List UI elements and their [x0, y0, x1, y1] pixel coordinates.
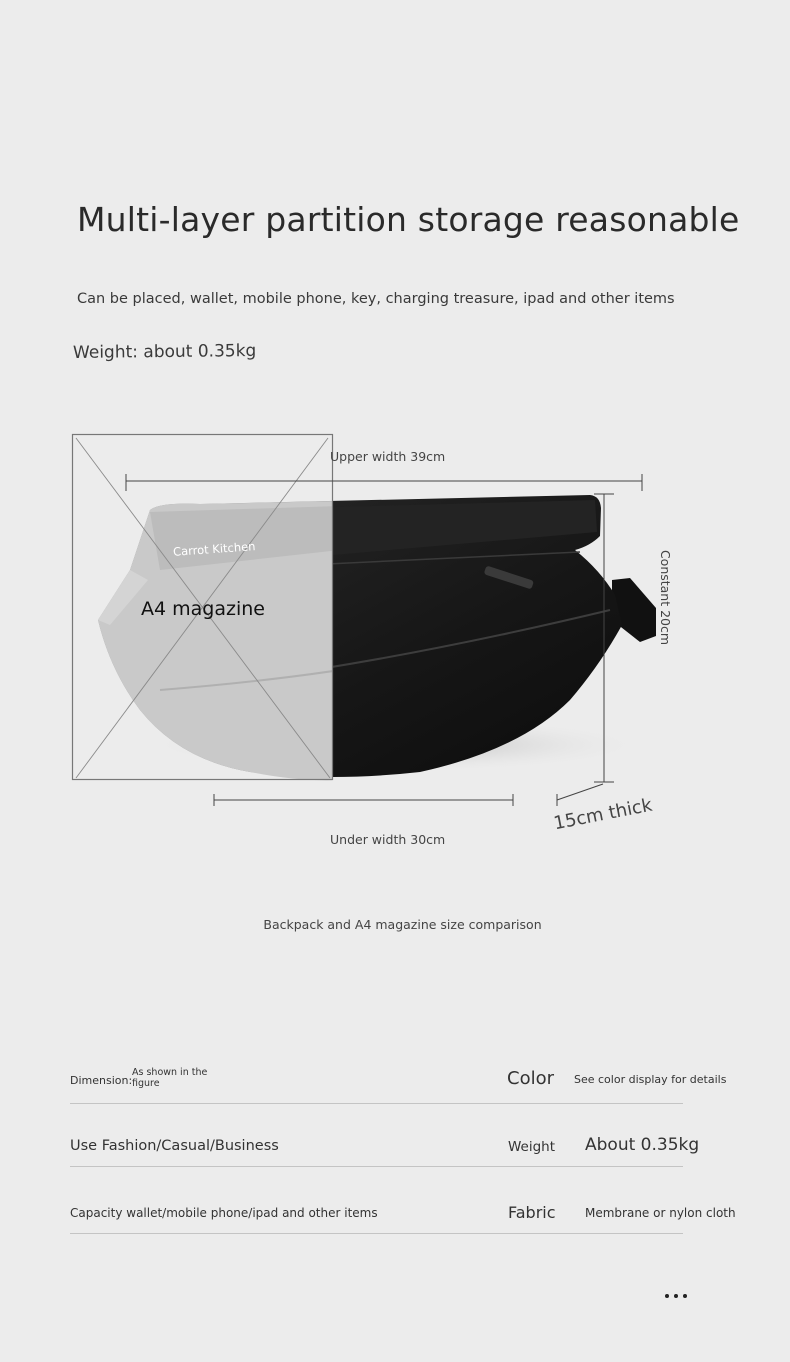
spec-divider — [70, 1103, 683, 1104]
menu-dot — [665, 1294, 669, 1298]
fabric-value: Membrane or nylon cloth — [585, 1206, 736, 1220]
bag-brand-logo: Carrot Kitchen — [172, 539, 256, 559]
upper-width-label: Upper width 39cm — [330, 449, 446, 464]
capacity-label: Capacity wallet/mobile phone/ipad and other items — [70, 1206, 378, 1220]
figure-caption: Backpack and A4 magazine size comparison — [263, 917, 542, 932]
weight-value: About 0.35kg — [585, 1135, 700, 1155]
a4-magazine-label: A4 magazine — [141, 598, 265, 620]
color-label: Color — [507, 1068, 554, 1089]
spec-divider — [70, 1233, 683, 1234]
dimension-label: Dimension: — [70, 1074, 133, 1087]
height-label: Constant 20cm — [658, 549, 674, 646]
dimension-value: As shown in the figure — [132, 1067, 208, 1089]
storage-description: Can be placed, wallet, mobile phone, key, charging treasure, ipad and other items — [77, 291, 675, 307]
thickness-label: 15cm thick — [551, 794, 654, 835]
menu-dot — [683, 1294, 687, 1298]
page-headline: Multi-layer partition storage reasonable — [77, 200, 740, 239]
spec-divider — [70, 1166, 683, 1167]
size-comparison-figure — [0, 420, 790, 860]
color-value: See color display for details — [574, 1073, 727, 1086]
weight-label: Weight — [508, 1139, 556, 1155]
fabric-label: Fabric — [508, 1203, 556, 1222]
more-horizontal-icon[interactable] — [656, 1284, 696, 1308]
under-width-label: Under width 30cm — [330, 832, 446, 847]
menu-dot — [674, 1294, 678, 1298]
use-label: Use Fashion/Casual/Business — [70, 1138, 279, 1154]
weight-line: Weight: about 0.35kg — [72, 341, 257, 363]
